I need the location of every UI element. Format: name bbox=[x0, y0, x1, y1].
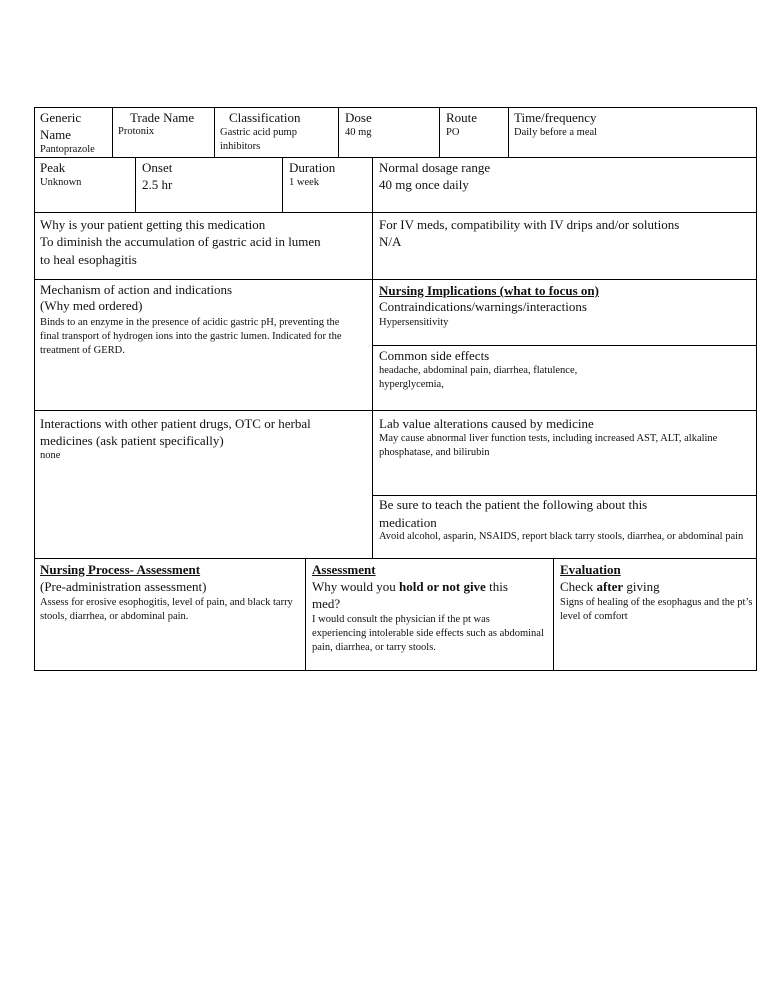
lab-values-value: May cause abnormal liver function tests, including increased AST, ALT, alkaline phosphatase, and bilirubin bbox=[379, 433, 718, 458]
why-value-2: to heal esophagitis bbox=[40, 252, 137, 267]
classification-value-2: inhibitors bbox=[220, 141, 261, 152]
route-value: PO bbox=[446, 127, 460, 138]
side-effects-label: Common side effects bbox=[379, 348, 490, 363]
contraindications-value: Hypersensitivity bbox=[379, 317, 449, 328]
iv-label: For IV meds, compatibility with IV drips and/or solutions bbox=[379, 217, 680, 232]
teaching-value: Avoid alcohol, asparin, NSAIDS, report black tarry stools, diarrhea, or abdominal pain bbox=[379, 531, 744, 542]
generic-value: Pantoprazole bbox=[40, 144, 95, 155]
assessment-question-post: this bbox=[485, 579, 508, 594]
interactions-label: Interactions with other patient drugs, OTC or herbal bbox=[40, 416, 311, 431]
assessment-question-pre: Why would you bbox=[312, 579, 400, 594]
onset-label: Onset bbox=[142, 160, 173, 175]
mechanism-value: Binds to an enzyme in the presence of acidic gastric pH, preventing the final transport of hydrogen ions into the gastric lumen. Indicated for the treatment of GERD. bbox=[40, 317, 342, 356]
evaluation-value: Signs of healing of the esophagus and the pt’s level of comfort bbox=[560, 597, 753, 622]
peak-label: Peak bbox=[40, 160, 66, 175]
nursing-process-value: Assess for erosive esophogitis, level of pain, and black tarry stools, diarrhea, or abdominal pain. bbox=[40, 597, 293, 622]
dosage-range-value: 40 mg once daily bbox=[379, 177, 469, 192]
dose-label: Dose bbox=[345, 110, 372, 125]
mechanism-label-2: (Why med ordered) bbox=[40, 298, 143, 313]
trade-value: Protonix bbox=[118, 126, 155, 137]
duration-value: 1 week bbox=[289, 177, 320, 188]
nursing-process-heading: Nursing Process- Assessment bbox=[40, 562, 201, 577]
duration-label: Duration bbox=[289, 160, 336, 175]
mechanism-label: Mechanism of action and indications bbox=[40, 282, 233, 297]
evaluation-check bbox=[560, 579, 660, 595]
lab-values-label: Lab value alterations caused by medicine bbox=[379, 416, 594, 431]
assessment-question bbox=[312, 579, 508, 595]
route-label: Route bbox=[446, 110, 478, 125]
peak-value: Unknown bbox=[40, 177, 82, 188]
trade-label: Trade Name bbox=[130, 110, 195, 125]
time-value: Daily before a meal bbox=[514, 127, 598, 138]
side-effects-value: headache, abdominal pain, diarrhea, flatulence, hyperglycemia, bbox=[379, 365, 578, 390]
assessment-question-bold: hold or not give bbox=[399, 579, 486, 594]
contraindications-label: Contraindications/warnings/interactions bbox=[379, 299, 587, 314]
teaching-label-2: medication bbox=[379, 515, 437, 530]
evaluation-check-bold: after bbox=[596, 579, 624, 594]
time-label: Time/frequency bbox=[514, 110, 597, 125]
classification-value: Gastric acid pump bbox=[220, 127, 297, 138]
dosage-range-label: Normal dosage range bbox=[379, 160, 491, 175]
dose-value: 40 mg bbox=[345, 127, 372, 138]
generic-label: Generic bbox=[40, 110, 82, 125]
why-value: To diminish the accumulation of gastric acid in lumen bbox=[40, 234, 321, 249]
iv-value: N/A bbox=[379, 234, 402, 249]
nursing-implications-heading: Nursing Implications (what to focus on) bbox=[379, 283, 599, 298]
evaluation-heading: Evaluation bbox=[560, 562, 621, 577]
generic-label-2: Name bbox=[40, 127, 72, 142]
assessment-question-line2: med? bbox=[312, 596, 341, 611]
classification-label: Classification bbox=[229, 110, 301, 125]
nursing-process-subheading: (Pre-administration assessment) bbox=[40, 579, 207, 594]
interactions-value: none bbox=[40, 450, 61, 461]
assessment-value: I would consult the physician if the pt was experiencing intolerable side effects such as abdominal pain, diarrhea, or tarry stools. bbox=[312, 614, 544, 653]
teaching-label: Be sure to teach the patient the following about this bbox=[379, 497, 648, 512]
assessment-heading: Assessment bbox=[312, 562, 376, 577]
interactions-label-2: medicines (ask patient specifically) bbox=[40, 433, 224, 448]
why-label: Why is your patient getting this medication bbox=[40, 217, 266, 232]
onset-value: 2.5 hr bbox=[142, 177, 173, 192]
evaluation-check-post: giving bbox=[623, 579, 660, 594]
evaluation-check-pre: Check bbox=[560, 579, 597, 594]
